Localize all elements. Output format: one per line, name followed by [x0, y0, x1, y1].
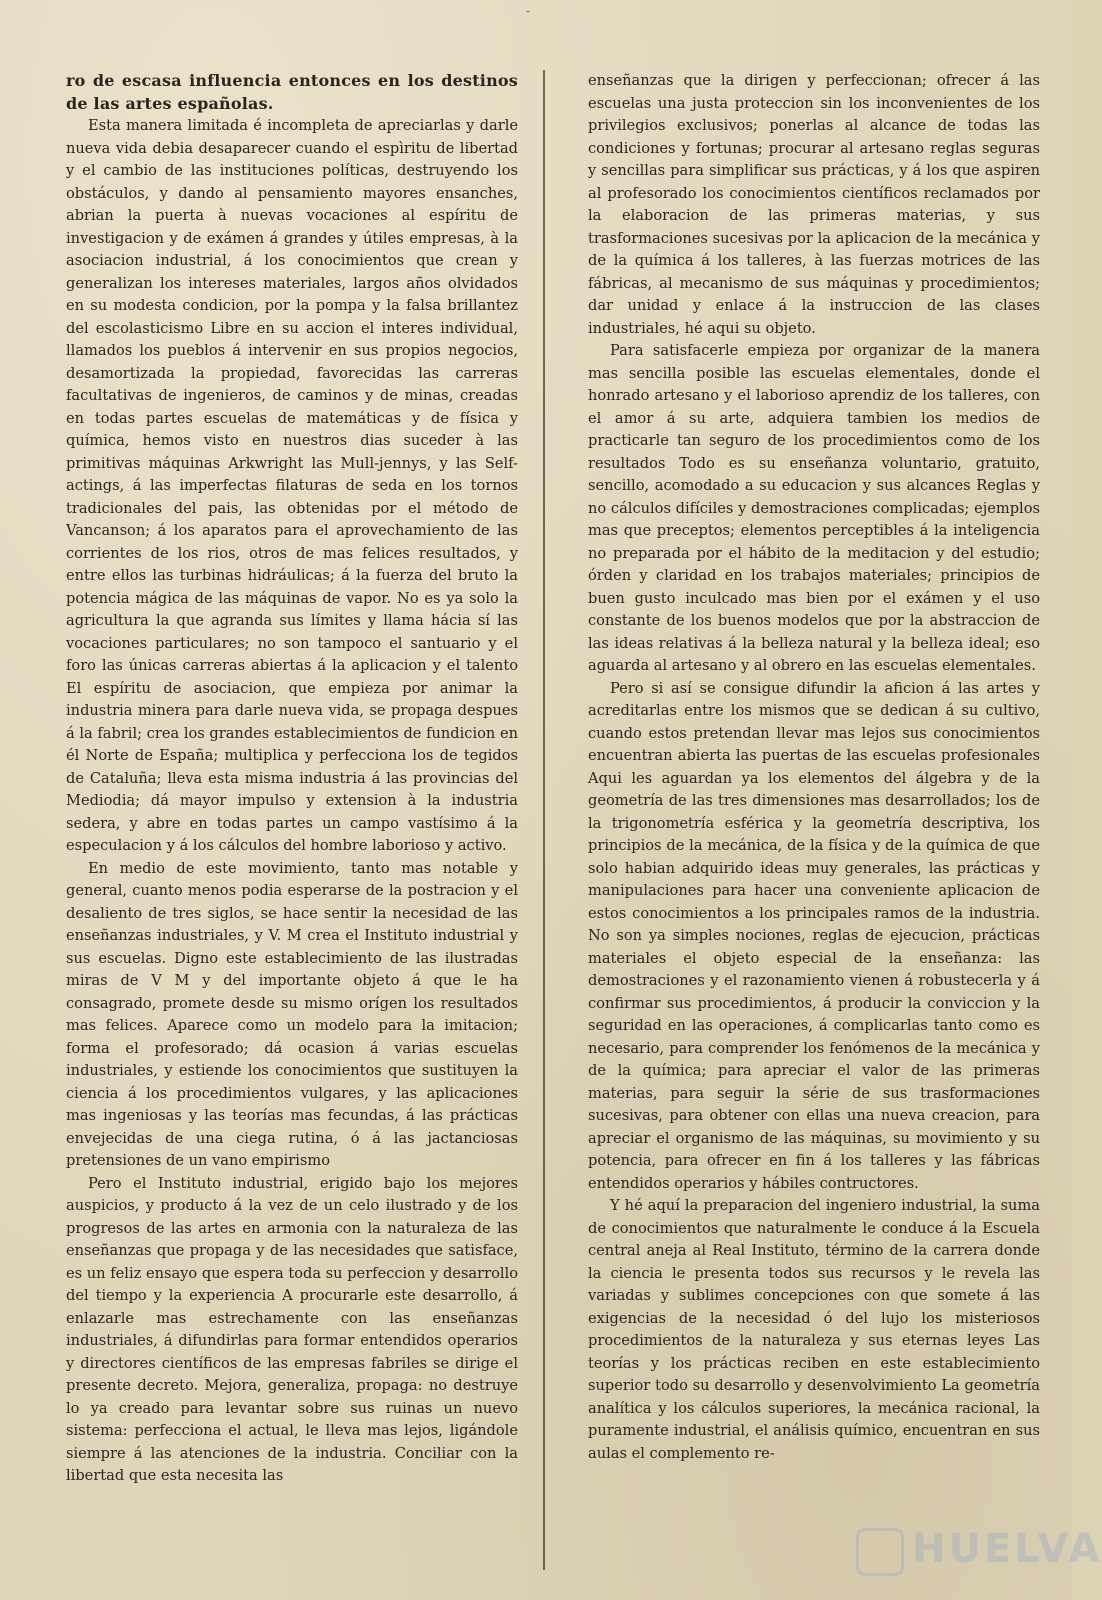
- paragraph: Para satisfacerle empieza por organizar de la manera mas sencilla posible las escuelas elementales, donde el honrado artesano y el laborioso aprendiz de los talleres, con el amor á su arte, adquiera tambien los medios de practicarle tan seguro de los procedimientos como de los resultados Todo es su enseñanza voluntario, gratuito, sencillo, acomodado a su educacion y sus alcances Reglas y no cálculos difíciles y demostraciones complicadas; ejemplos mas que preceptos; elementos perceptibles á la inteligencia no preparada por el hábito de la meditacion y del estudio; órden y claridad en los trabajos materiales; principios de buen gusto inculcado mas bien por el exámen y el uso constante de los buenos modelos que por la abstraccion de las ideas relativas á la belleza natural y la belleza ideal; eso aguarda al artesano y al obrero en las escuelas elementales.: [588, 342, 1040, 674]
- right-column: [588, 70, 1040, 1580]
- archive-watermark: [856, 1522, 1102, 1582]
- column-divider: [543, 70, 545, 1570]
- paragraph-continuation: ro de escasa influencia entonces en los destinos de las artes españolas.: [66, 71, 518, 113]
- left-column: [66, 70, 518, 1580]
- paragraph: Pero el Instituto industrial, erigido bajo los mejores auspicios, y producto á la vez de un celo ilustrado y de los progresos de las artes en armonia con la naturaleza de las enseñanzas que propaga y de las necesidades que satisface, es un feliz ensayo que espera toda su perfeccion y desarrollo del tiempo y la experiencia A procurarle este desarrollo, á enlazarle mas estrechamente con las enseñanzas industriales, á difundirlas para formar entendidos operarios y directores científicos de las empresas fabriles se dirige el presente decreto. Mejora, generaliza, propaga: no destruye lo ya creado para levantar sobre sus ruinas un nuevo sistema: perfecciona el actual, le lleva mas lejos, ligándole siempre á las atenciones de la industria. Conciliar con la libertad que esta necesita las: [66, 1174, 518, 1484]
- top-edge-mark: -: [526, 4, 531, 18]
- paragraph: Pero si así se consigue difundir la aficion á las artes y acreditarlas entre los mismos que se dedican á su cultivo, cuando estos pretendan llevar mas lejos sus conocimientos encuentran abierta las puertas de las escuelas profesionales Aqui les aguardan ya los elementos del álgebra y de la geometría de las tres dimensiones mas desarrollados; los de la trigonometría esférica y la geometría descriptiva, los principios de la mecánica, de la física y de la química de que solo habian adquirido ideas muy generales, las prácticas y manipulaciones para hacer una conveniente aplicacion de estos conocimientos a los principales ramos de la industria. No son ya simples nociones, reglas de ejecucion, prácticas materiales el objeto especial de la enseñanza: las demostraciones y el razonamiento vienen á robustecerla y á confirmar sus procedimientos, á producir la conviccion y la seguridad en las operaciones, á complicarlas tanto como es necesario, para comprender los fenómenos de la mecánica y de la química; para apreciar el valor de las primeras materias, para seguir la série de sus trasformaciones sucesivas, para obtener con ellas una nueva creacion, para apreciar el organismo de las máquinas, su movimiento y su potencia, para ofrecer en fin á los talleres y las fábricas entendidos operarios y hábiles contructores.: [588, 679, 1040, 1192]
- archive-logo-icon: [856, 1528, 904, 1576]
- paragraph: En medio de este movimiento, tanto mas notable y general, cuanto menos podia esperarse de la postracion y el desaliento de tres siglos, se hace sentir la necesidad de las enseñanzas industriales, y V. M crea el Instituto industrial y sus escuelas. Digno este establecimiento de las ilustradas miras de V M y del importante objeto á que le ha consagrado, promete desde su mismo orígen los resultados mas felices. Aparece como un modelo para la imitacion; forma el profesorado; dá ocasion á varias escuelas industriales, y estiende los conocimientos que sustituyen la ciencia á los procedimientos vulgares, y las aplicaciones mas ingeniosas y las teorías mas fecundas, á las prácticas envejecidas de una ciega rutina, ó á las jactanciosas pretensiones de un vano empirismo: [66, 859, 518, 1169]
- watermark-text: HUELVA: [912, 1526, 1102, 1572]
- paragraph: Y hé aquí la preparacion del ingeniero industrial, la suma de conocimientos que naturalmente le conduce á la Escuela central aneja al Real Instituto, término de la carrera donde la ciencia le presenta todos sus recursos y le revela las variadas y sublimes concepciones con que somete á las exigencias de la necesidad ó del lujo los misteriosos procedimientos de la naturaleza y sus eternas leyes Las teorías y los prácticas reciben en este establecimiento superior todo su desarrollo y desenvolvimiento La geometría analítica y los cálculos superiores, la mecánica racional, la puramente industrial, el análisis químico, encuentran en sus aulas el complemento re-: [588, 1197, 1040, 1462]
- paragraph: Esta manera limitada é incompleta de apreciarlas y darle nueva vida debia desaparecer cuando el espìritu de libertad y el cambio de las instituciones políticas, destruyendo los obstáculos, y dando al pensamiento mayores ensanches, abrian la puerta à nuevas vocaciones al espíritu de investigacion y de exámen á grandes y útiles empresas, à la asociacion industrial, á los conocimientos que crean y generalizan los intereses materiales, largos años olvidados en su modesta condicion, por la pompa y la falsa brillantez del escolasticismo Libre en su accion el interes individual, llamados los pueblos á intervenir en sus propios negocios, desamortizada la propiedad, favorecidas las carreras facultativas de ingenieros, de caminos y de minas, creadas en todas partes escuelas de matemáticas y de física y química, hemos visto en nuestros dias suceder à las primitivas máquinas Arkwright las Mull-jennys, y las Self-actings, á las imperfectas filaturas de seda en los tornos tradicionales del pais, las obtenidas por el método de Vancanson; á los aparatos para el aprovechamiento de las corrientes de los rios, otros de mas felices resultados, y entre ellos las turbinas hidráulicas; á la fuerza del bruto la potencia mágica de las máquinas de vapor. No es ya solo la agricultura la que agranda sus límites y llama hácia sí las vocaciones particulares; no son tampoco el santuario y el foro las únicas carreras abiertas á la aplicacion y el talento El espíritu de asociacion, que empieza por animar la industria minera para darle nueva vida, se propaga despues á la fabril; crea los grandes establecimientos de fundicion en él Norte de España; multiplica y perfecciona los de tegidos de Cataluña; lleva esta misma industria á las provincias del Mediodia; dá mayor impulso y extension à la industria sedera, y abre en todas partes un campo vastísimo á la especulacion y á los cálculos del hombre laborioso y activo.: [66, 117, 518, 854]
- paragraph-continuation: enseñanzas que la dirigen y perfeccionan; ofrecer á las escuelas una justa proteccion sin los inconvenientes de los privilegios exclusivos; ponerlas al alcance de todas las condiciones y fortunas; procurar al artesano reglas seguras y sencillas para simplificar sus prácticas, y á los que aspiren al profesorado los conocimientos científicos reclamados por la elaboracion de las primeras materias, y sus trasformaciones sucesivas por la aplicacion de la mecánica y de la química á los talleres, à las fuerzas motrices de las fábricas, al mecanismo de sus máquinas y procedimientos; dar unidad y enlace á la instruccion de las clases industriales, hé aqui su objeto.: [588, 72, 1040, 337]
